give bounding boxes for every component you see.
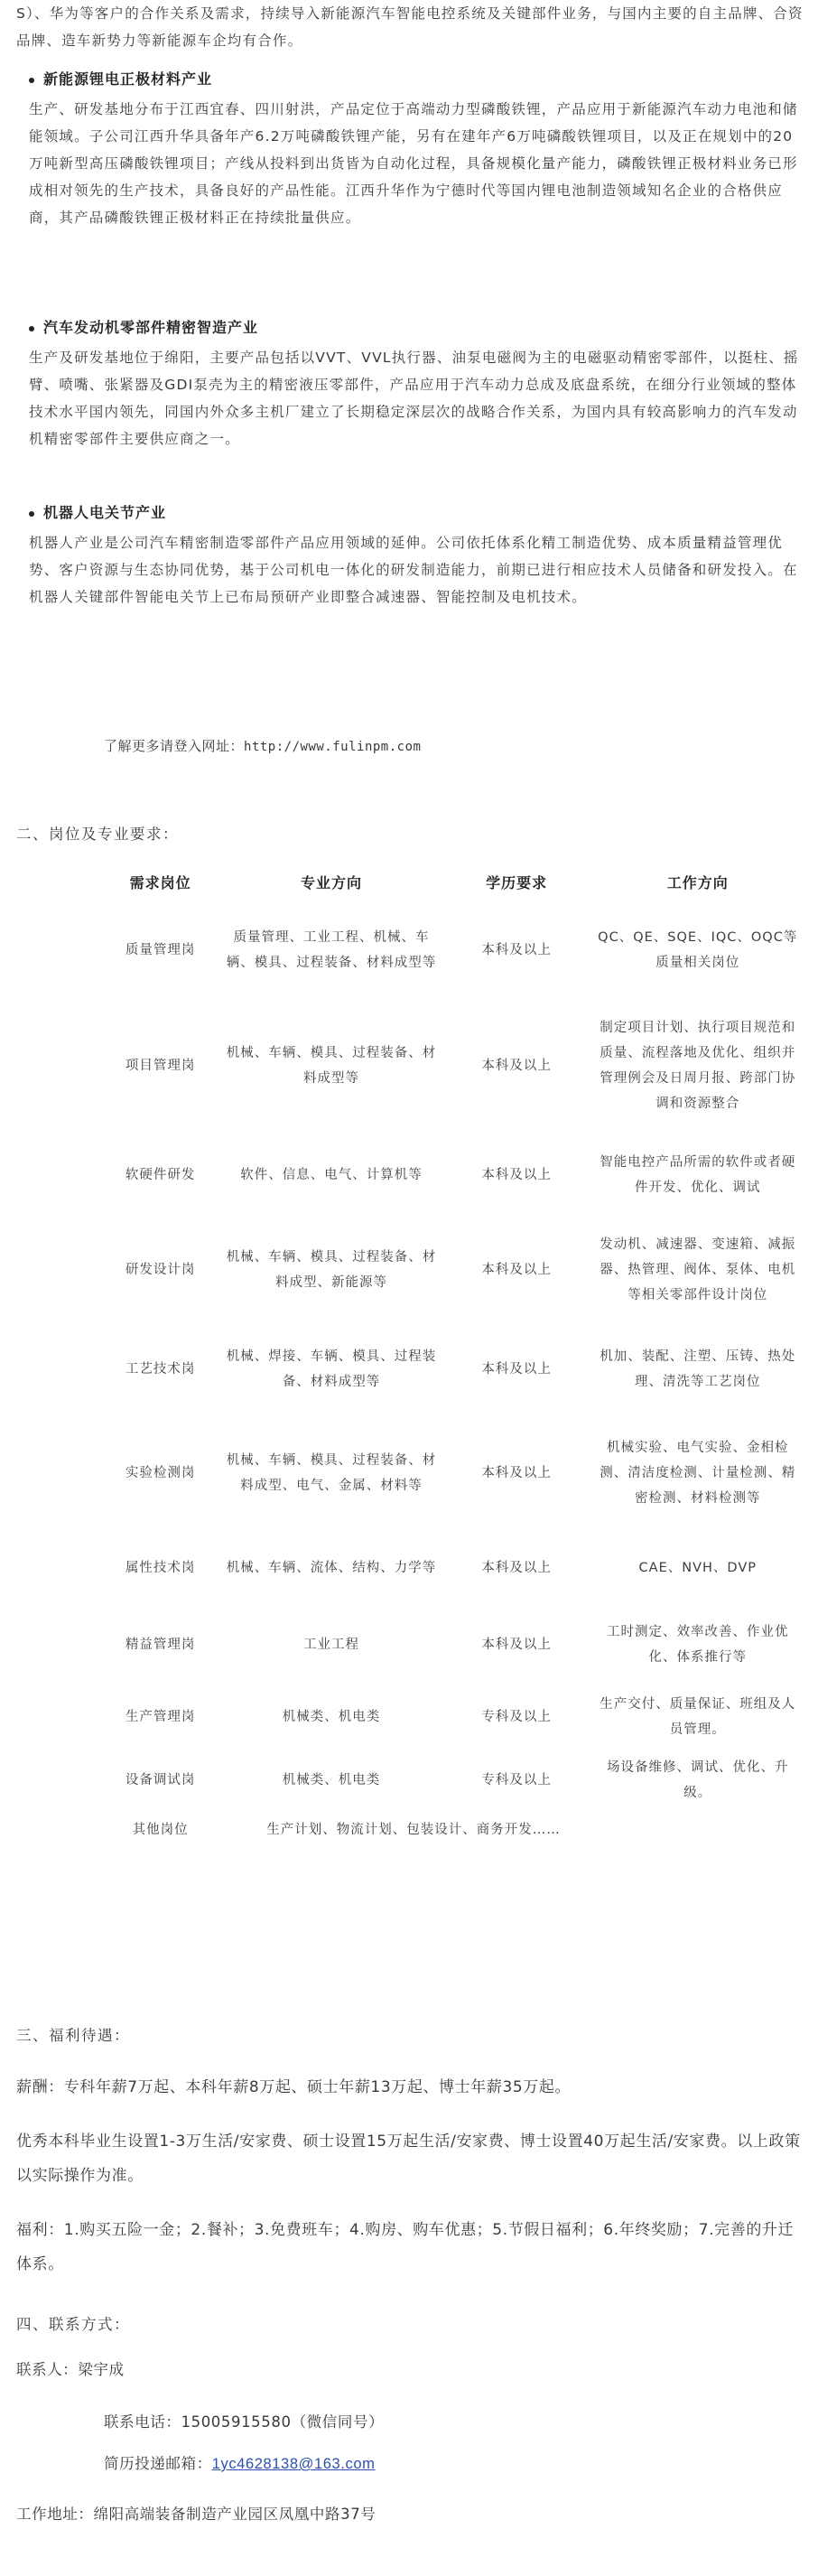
cell-work: 机加、装配、注塑、压铸、热处理、清洗等工艺岗位: [600, 1349, 796, 1389]
table-header-row: [99, 860, 804, 903]
cell-work: 机械实验、电气实验、金相检测、清洁度检测、计量检测、精密检测、材料检测等: [600, 1441, 796, 1506]
table-row: [99, 1134, 804, 1216]
header-position: 需求岗位: [129, 873, 191, 891]
cell-position: 设备调试岗: [125, 1773, 196, 1787]
benefit-graduates: 优秀本科毕业生设置1-3万生活/安家费、硕士设置15万起生活/安家费、博士设置40万起生活/安家费。以上政策以实际操作为准。: [16, 2133, 801, 2185]
header-major: 专业方向: [300, 873, 362, 891]
cell-position: 属性技术岗: [125, 1561, 196, 1575]
website-link[interactable]: http://www.fulinpm.com: [244, 740, 422, 754]
cell-position: 项目管理岗: [125, 1059, 196, 1073]
cell-work: 制定项目计划、执行项目规范和质量、流程落地及优化、组织并管理例会及日周月报、跨部门协调和资源整合: [600, 1021, 796, 1111]
cell-education: 本科及以上: [481, 1168, 552, 1182]
table-row: [99, 1216, 804, 1324]
cell-position: 生产管理岗: [125, 1710, 196, 1724]
cell-education: 专科及以上: [481, 1773, 552, 1787]
table-row: [99, 1749, 804, 1812]
cell-major: 软件、信息、电气、计算机等: [240, 1168, 423, 1182]
cell-major: 质量管理、工业工程、机械、车辆、模具、过程装备、材料成型等: [226, 930, 437, 970]
table-row: [99, 903, 804, 997]
benefits-heading: 三、福利待遇：: [16, 2027, 130, 2044]
cell-education: 本科及以上: [481, 1561, 552, 1575]
table-row: [99, 1685, 804, 1749]
positions-table: [99, 860, 804, 1848]
cell-major: 机械、车辆、模具、过程装备、材料成型、新能源等: [226, 1250, 437, 1290]
cell-education: 本科及以上: [481, 1263, 552, 1277]
cell-education: 本科及以上: [481, 1059, 552, 1073]
bullet-icon: [29, 511, 34, 517]
cell-work: 发动机、减速器、变速箱、减振器、热管理、阀体、泵体、电机等相关零部件设计岗位: [600, 1237, 796, 1302]
section-title: 机器人电关节产业: [29, 501, 805, 522]
cell-position: 研发设计岗: [125, 1263, 196, 1277]
bullet-icon: [29, 326, 34, 331]
cell-position: 实验检测岗: [125, 1466, 196, 1480]
cell-position: 精益管理岗: [125, 1638, 196, 1652]
table-row: [99, 997, 804, 1134]
bullet-icon: [29, 78, 34, 83]
cell-major: 机械、车辆、流体、结构、力学等: [226, 1561, 437, 1575]
cell-position: 软硬件研发: [125, 1168, 196, 1182]
contact-email: [104, 2451, 375, 2473]
section-robot-joints: [29, 501, 805, 611]
email-label: 简历投递邮箱：: [104, 2455, 212, 2472]
cell-major: 工业工程: [302, 1638, 359, 1652]
cell-other-positions: 生产计划、物流计划、包装设计、商务开发……: [266, 1823, 561, 1837]
section-title: 汽车发动机零部件精密智造产业: [29, 316, 805, 337]
cell-education: 本科及以上: [481, 1466, 552, 1480]
header-education: 学历要求: [486, 873, 548, 891]
header-work: 工作方向: [666, 873, 729, 891]
cell-education: 专科及以上: [481, 1710, 552, 1724]
more-info-label: 了解更多请登入网址：: [104, 738, 245, 754]
table-row: [99, 1532, 804, 1604]
contact-address: 工作地址：绵阳高端装备制造产业园区凤凰中路37号: [16, 2506, 376, 2523]
cell-work: 场设备维修、调试、优化、升级。: [607, 1760, 789, 1800]
section-title: 新能源锂电正极材料产业: [29, 68, 805, 89]
table-row: [99, 1324, 804, 1414]
table-row: [99, 1604, 804, 1685]
contact-heading: 四、联系方式：: [16, 2316, 130, 2333]
table-row: [99, 1414, 804, 1532]
cell-position: 工艺技术岗: [125, 1362, 196, 1377]
cell-education: 本科及以上: [481, 1638, 552, 1652]
cell-work: 智能电控产品所需的软件或者硬件开发、优化、调试: [600, 1155, 796, 1195]
cell-education: 本科及以上: [481, 943, 552, 957]
cell-major: 机械、焊接、车辆、模具、过程装备、材料成型等: [226, 1349, 437, 1389]
benefit-salary: 薪酬：专科年薪7万起、本科年薪8万起、硕士年薪13万起、博士年薪35万起。: [16, 2078, 572, 2096]
section-body: 生产及研发基地位于绵阳，主要产品包括以VVT、VVL执行器、油泵电磁阀为主的电磁驱动精密零部件，以挺柱、摇臂、喷嘴、张紧器及GDI泵壳为主的精密液压零部件，产品应用于汽车动力总成及底盘系统，在细分行业领域的整体技术水平国内领先，同国内外众多主机厂建立了长期稳定深层次的战略合作关系，为国内具有较高影响力的汽车发动机精密零部件主要供应商之一。: [29, 350, 799, 447]
contact-person: 联系人：梁宇成: [16, 2361, 125, 2378]
cell-education: 本科及以上: [481, 1362, 552, 1377]
email-link[interactable]: 1yc4628138@163.com: [211, 2456, 376, 2472]
cell-work: 生产交付、质量保证、班组及人员管理。: [600, 1697, 796, 1737]
cell-work: 工时测定、效率改善、作业优化、体系推行等: [607, 1625, 789, 1665]
benefit-welfare: 福利：1.购买五险一金；2.餐补；3.免费班车；4.购房、购车优惠；5.节假日福利；6.年终奖励；7.完善的升迁体系。: [16, 2221, 795, 2273]
section-body: 机器人产业是公司汽车精密制造零部件产品应用领域的延伸。公司依托体系化精工制造优势、成本质量精益管理优势、客户资源与生态协同优势，基于公司机电一体化的研发制造能力，前期已进行相应技术人员储备和研发投入。在机器人关键部件智能电关节上已布局预研产业即整合减速器、智能控制及电机技术。: [29, 535, 798, 605]
positions-heading: 二、岗位及专业要求：: [16, 826, 179, 843]
section-engine-parts: [29, 316, 805, 453]
cell-position: 其他岗位: [132, 1823, 189, 1837]
cell-work: CAE、NVH、DVP: [638, 1561, 757, 1575]
intro-paragraph: S）、华为等客户的合作关系及需求，持续导入新能源汽车智能电控系统及关键部件业务，与国内主要的自主品牌、合资品牌、造车新势力等新能源车企均有合作。: [16, 5, 804, 49]
section-body: 生产、研发基地分布于江西宜春、四川射洪，产品定位于高端动力型磷酸铁锂，产品应用于新能源汽车动力电池和储能领域。子公司江西升华具备年产6.2万吨磷酸铁锂产能，另有在建年产6万吨磷酸铁锂项目，以及正在规划中的20万吨新型高压磷酸铁锂项目；产线从投料到出货皆为自动化过程，具备规模化量产能力，磷酸铁锂正极材料业务已形成相对领先的生产技术，具备良好的产品性能。江西升华作为宁德时代等国内锂电池制造领域知名企业的合格供应商，其产品磷酸铁锂正极材料正在持续批量供应。: [29, 101, 798, 226]
cell-major: 机械类、机电类: [282, 1710, 381, 1724]
cell-major: 机械、车辆、模具、过程装备、材料成型等: [226, 1046, 437, 1086]
cell-major: 机械类、机电类: [282, 1773, 381, 1787]
more-info: [104, 736, 421, 755]
table-row-other: [99, 1812, 804, 1848]
section-battery-materials: [29, 68, 805, 231]
cell-work: QC、QE、SQE、IQC、OQC等质量相关岗位: [598, 930, 798, 970]
cell-position: 质量管理岗: [125, 943, 196, 957]
cell-major: 机械、车辆、模具、过程装备、材料成型、电气、金属、材料等: [226, 1453, 437, 1493]
contact-phone: 联系电话：15005915580（微信同号）: [104, 2413, 385, 2431]
